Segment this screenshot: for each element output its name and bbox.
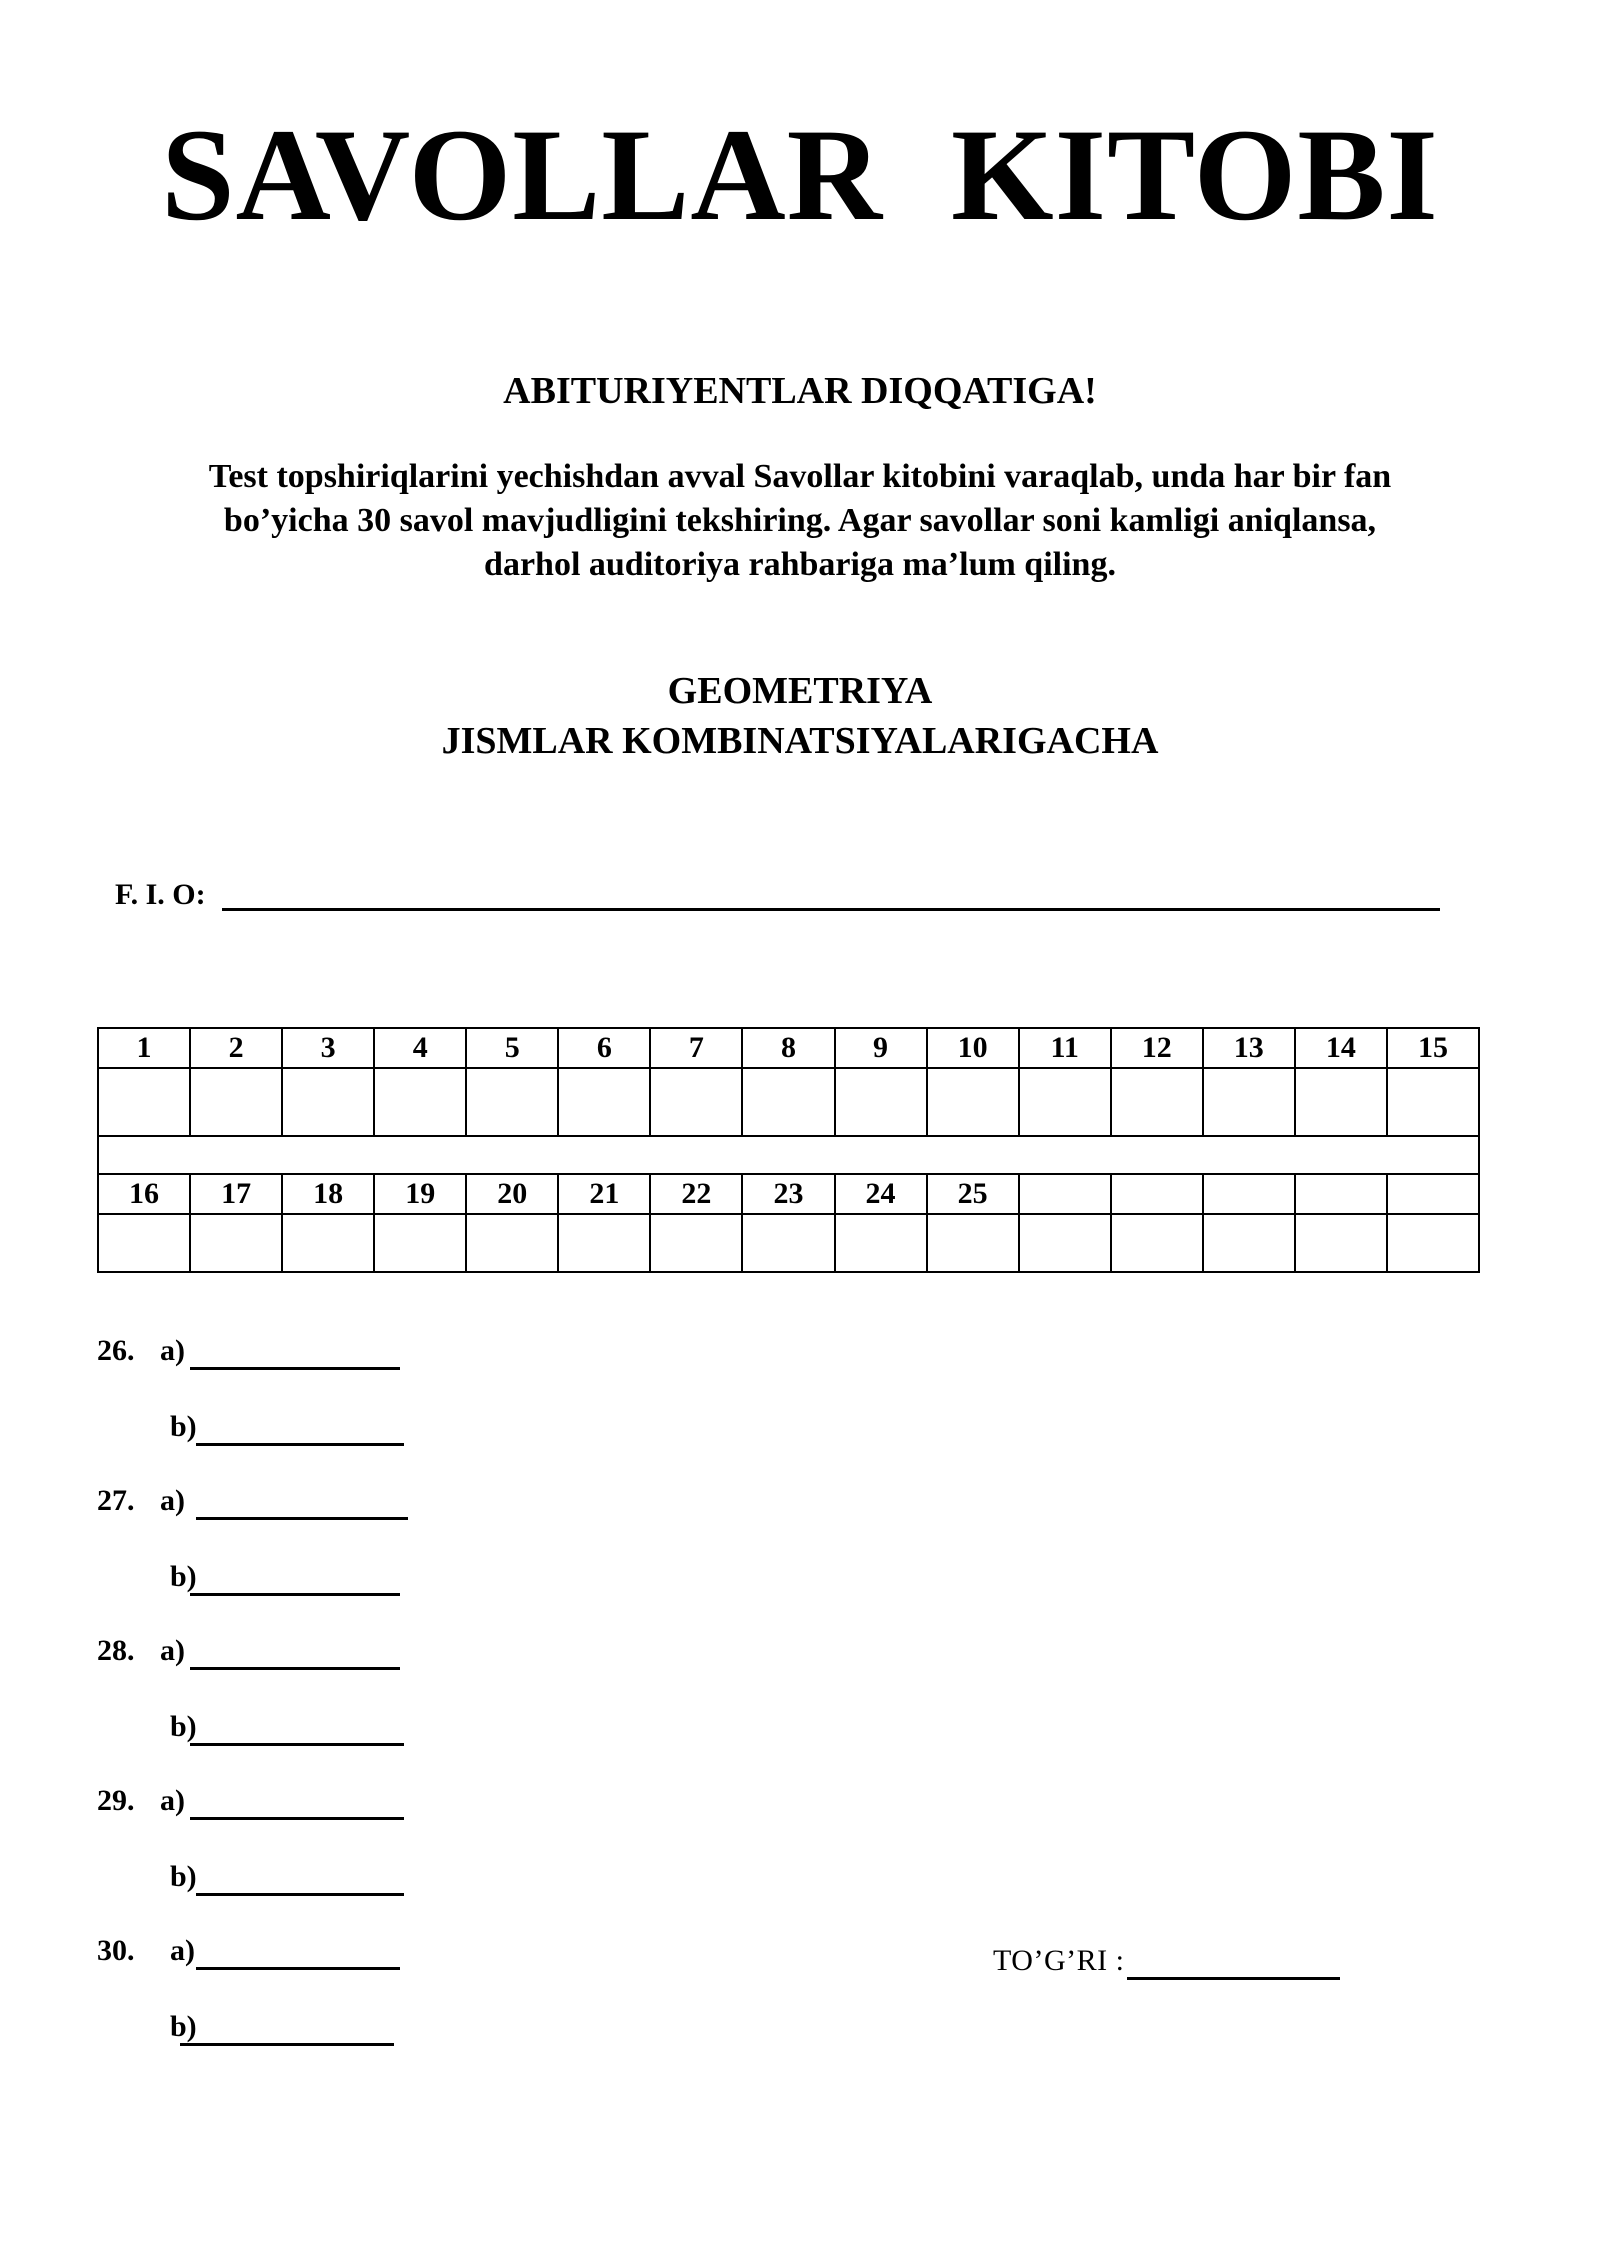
answer-cell[interactable] (190, 1068, 282, 1136)
answer-cell[interactable] (1019, 1068, 1111, 1136)
answer-input-line-a[interactable] (190, 1817, 404, 1820)
sub-answer-label-b: b) (170, 1560, 197, 1593)
answer-input-line-a[interactable] (196, 1517, 408, 1520)
sub-answer-label-b: b) (170, 2010, 197, 2043)
answer-input-line-b[interactable] (180, 2043, 394, 2046)
question-number-cell: 24 (835, 1174, 927, 1214)
answer-cell[interactable] (466, 1214, 558, 1272)
subject-name: GEOMETRIYA (667, 670, 933, 712)
question-number-cell: 3 (282, 1028, 374, 1068)
answer-input-line-a[interactable] (190, 1367, 400, 1370)
instructions-paragraph (140, 455, 1460, 587)
question-number-cell: 23 (742, 1174, 834, 1214)
page-title: SAVOLLAR KITOBI (161, 101, 1439, 248)
question-number-cell: 11 (1019, 1028, 1111, 1068)
answer-grid-spacer-row (98, 1136, 1479, 1174)
answer-cell[interactable] (98, 1214, 190, 1272)
subject-title (0, 666, 1600, 766)
answer-grid-number-row (98, 1028, 1479, 1068)
question-number-cell (1203, 1174, 1295, 1214)
answer-input-line-a[interactable] (190, 1667, 400, 1670)
answer-cell[interactable] (1295, 1214, 1387, 1272)
question-number-cell (1019, 1174, 1111, 1214)
question-number-cell: 9 (835, 1028, 927, 1068)
answer-cell[interactable] (1295, 1068, 1387, 1136)
question-number-cell (1295, 1174, 1387, 1214)
answer-grid-number-row (98, 1174, 1479, 1214)
fio-label: F. I. O: (115, 878, 206, 911)
answer-cell[interactable] (374, 1214, 466, 1272)
correct-count-input-line[interactable] (1127, 1977, 1340, 1980)
answer-cell[interactable] (1111, 1068, 1203, 1136)
answer-cell[interactable] (650, 1068, 742, 1136)
question-number-cell: 8 (742, 1028, 834, 1068)
question-number-cell: 2 (190, 1028, 282, 1068)
question-number: 27. (97, 1484, 135, 1517)
sub-answer-label-b: b) (170, 1710, 197, 1743)
question-number-cell (1387, 1174, 1479, 1214)
answer-input-line-b[interactable] (190, 1743, 404, 1746)
attention-heading: ABITURIYENTLAR DIQQATIGA! (503, 370, 1097, 412)
question-number-cell: 25 (927, 1174, 1019, 1214)
answer-cell[interactable] (466, 1068, 558, 1136)
question-number-cell: 6 (558, 1028, 650, 1068)
question-number-cell: 17 (190, 1174, 282, 1214)
answer-grid-answer-row (98, 1214, 1479, 1272)
question-number-cell: 18 (282, 1174, 374, 1214)
answer-cell[interactable] (374, 1068, 466, 1136)
answer-cell[interactable] (558, 1068, 650, 1136)
answer-cell[interactable] (190, 1214, 282, 1272)
answer-grid-answer-row (98, 1068, 1479, 1136)
question-number-cell (1111, 1174, 1203, 1214)
question-number-cell: 16 (98, 1174, 190, 1214)
instructions-line: darhol auditoriya rahbariga ma’lum qiling. (484, 546, 1116, 583)
answer-cell[interactable] (927, 1214, 1019, 1272)
question-number-cell: 10 (927, 1028, 1019, 1068)
answer-cell[interactable] (1387, 1214, 1479, 1272)
answer-cell[interactable] (742, 1068, 834, 1136)
sub-answer-label-b: b) (170, 1860, 197, 1893)
instructions-line: Test topshiriqlarini yechishdan avval Savollar kitobini varaqlab, unda har bir fan (208, 458, 1392, 495)
answer-cell[interactable] (282, 1068, 374, 1136)
answer-cell[interactable] (742, 1214, 834, 1272)
question-number: 30. (97, 1934, 135, 1967)
question-number-cell: 15 (1387, 1028, 1479, 1068)
question-number: 26. (97, 1334, 135, 1367)
answer-input-line-b[interactable] (196, 1893, 404, 1896)
answer-cell[interactable] (835, 1068, 927, 1136)
answer-cell[interactable] (927, 1068, 1019, 1136)
answer-cell[interactable] (1387, 1068, 1479, 1136)
answer-cell[interactable] (282, 1214, 374, 1272)
answer-cell[interactable] (558, 1214, 650, 1272)
answer-cell[interactable] (650, 1214, 742, 1272)
question-number-cell: 22 (650, 1174, 742, 1214)
answer-cell[interactable] (1203, 1068, 1295, 1136)
answer-cell[interactable] (1019, 1214, 1111, 1272)
subject-topic: JISMLAR KOMBINATSIYALARIGACHA (441, 720, 1159, 762)
answer-cell[interactable] (1111, 1214, 1203, 1272)
spacer-cell (98, 1136, 1479, 1174)
answer-cell[interactable] (835, 1214, 927, 1272)
question-number: 29. (97, 1784, 135, 1817)
answer-cell[interactable] (98, 1068, 190, 1136)
question-number-cell: 12 (1111, 1028, 1203, 1068)
sub-answer-label-a: a) (170, 1934, 195, 1967)
question-number-cell: 20 (466, 1174, 558, 1214)
question-number-cell: 1 (98, 1028, 190, 1068)
question-number-cell: 4 (374, 1028, 466, 1068)
question-number-cell: 21 (558, 1174, 650, 1214)
answer-input-line-b[interactable] (196, 1443, 404, 1446)
sub-answer-label-a: a) (160, 1334, 185, 1367)
question-number-cell: 7 (650, 1028, 742, 1068)
question-number: 28. (97, 1634, 135, 1667)
question-number-cell: 19 (374, 1174, 466, 1214)
answer-input-line-b[interactable] (190, 1593, 400, 1596)
sub-answer-label-a: a) (160, 1484, 185, 1517)
sub-answer-label-b: b) (170, 1410, 197, 1443)
sub-answer-label-a: a) (160, 1634, 185, 1667)
sub-answer-label-a: a) (160, 1784, 185, 1817)
fio-input-line[interactable] (222, 908, 1440, 911)
question-number-cell: 13 (1203, 1028, 1295, 1068)
correct-count-label: TO’G’RI : (993, 1944, 1125, 1977)
question-number-cell: 5 (466, 1028, 558, 1068)
answer-input-line-a[interactable] (196, 1967, 400, 1970)
answer-grid (97, 1027, 1480, 1273)
instructions-line: bo’yicha 30 savol mavjudligini tekshiring. Agar savollar soni kamligi aniqlansa, (223, 502, 1377, 539)
question-number-cell: 14 (1295, 1028, 1387, 1068)
answer-cell[interactable] (1203, 1214, 1295, 1272)
